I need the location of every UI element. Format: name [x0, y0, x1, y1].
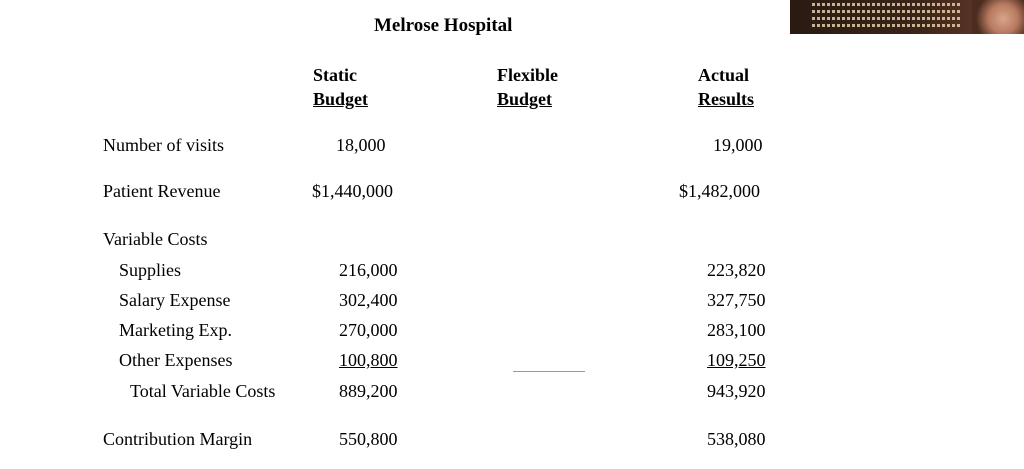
column-header-line1: Flexible — [497, 65, 558, 85]
static-value-visits: 18,000 — [336, 135, 386, 155]
row-label-marketing: Marketing Exp. — [119, 320, 232, 340]
row-label-other: Other Expenses — [119, 350, 233, 370]
static-value-contribution: 550,800 — [339, 429, 398, 449]
static-value-total-variable: 889,200 — [339, 381, 398, 401]
actual-value-total-variable: 943,920 — [707, 381, 766, 401]
video-thumbnail — [790, 0, 1024, 34]
column-header-line1: Static — [313, 65, 357, 85]
row-label-visits: Number of visits — [103, 135, 224, 155]
actual-value-salary: 327,750 — [707, 290, 766, 310]
row-label-total-variable: Total Variable Costs — [130, 381, 276, 401]
thumbnail-portrait — [972, 0, 1024, 34]
static-value-other: 100,800 — [339, 350, 398, 370]
static-value-supplies: 216,000 — [339, 260, 398, 280]
actual-value-contribution: 538,080 — [707, 429, 766, 449]
actual-value-visits: 19,000 — [713, 135, 763, 155]
row-label-salary: Salary Expense — [119, 290, 231, 310]
static-value-revenue: $1,440,000 — [312, 181, 393, 201]
thumbnail-text-line — [812, 17, 962, 20]
static-value-marketing: 270,000 — [339, 320, 398, 340]
thumbnail-text-line — [812, 10, 962, 13]
column-header-flexible — [497, 63, 558, 111]
column-header-static — [313, 63, 368, 111]
page-title: Melrose Hospital — [374, 15, 513, 36]
row-label-supplies: Supplies — [119, 260, 182, 280]
section-label-variable-costs: Variable Costs — [103, 229, 208, 249]
flexible-underline — [513, 371, 585, 372]
actual-value-supplies: 223,820 — [707, 260, 766, 280]
column-header-line2: Budget — [497, 89, 553, 109]
actual-value-marketing: 283,100 — [707, 320, 766, 340]
actual-value-revenue: $1,482,000 — [679, 181, 760, 201]
row-label-revenue: Patient Revenue — [103, 181, 221, 201]
thumbnail-text-line — [812, 24, 962, 27]
static-value-salary: 302,400 — [339, 290, 398, 310]
column-header-actual — [698, 63, 754, 111]
row-label-contribution: Contribution Margin — [103, 429, 253, 449]
column-header-line2: Results — [698, 89, 755, 109]
column-header-line2: Budget — [313, 89, 369, 109]
column-header-line1: Actual — [698, 65, 749, 85]
thumbnail-text-line — [812, 3, 962, 6]
actual-value-other: 109,250 — [707, 350, 766, 370]
